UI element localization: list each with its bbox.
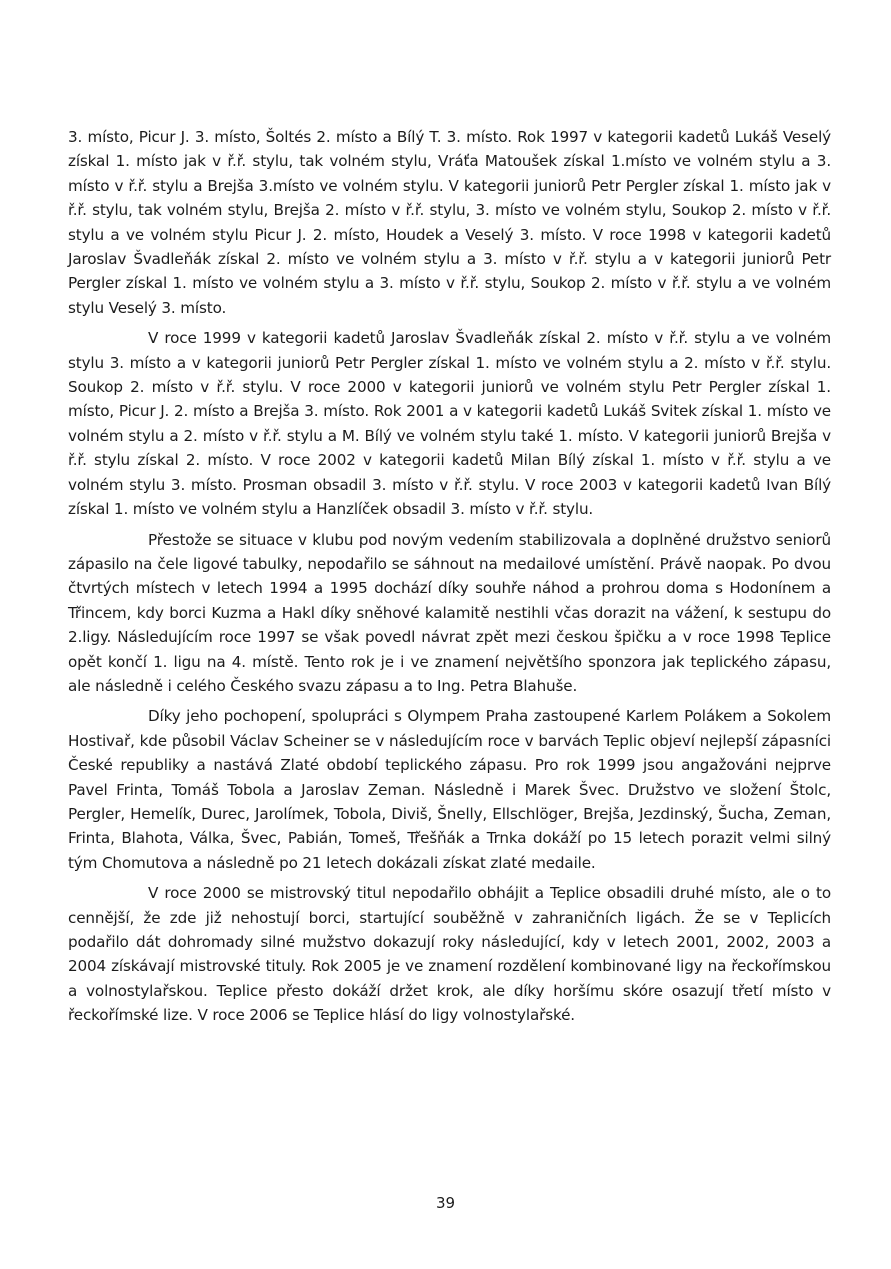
paragraph: 3. místo, Picur J. 3. místo, Šoltés 2. místo a Bílý T. 3. místo. Rok 1997 v kategorii kadetů Lukáš Veselý získal 1. místo jak v ř.ř. stylu, tak volném stylu, Vráťa Matoušek získal 1.místo ve volném stylu a 3. místo v ř.ř. stylu a Brejša 3.místo ve volném stylu. V kategorii juniorů Petr Pergler získal 1. místo jak v ř.ř. stylu, tak volném stylu, Brejša 2. místo v ř.ř. stylu, 3. místo ve volném stylu, Soukop 2. místo v ř.ř. stylu a ve volném stylu Picur J. 2. místo, Houdek a Veselý 3. místo. V roce 1998 v kategorii kadetů Jaroslav Švadleňák získal 2. místo ve volném stylu a 3. místo v ř.ř. stylu a v kategorii juniorů Petr Pergler získal 1. místo ve volném stylu a 3. místo v ř.ř. stylu, Soukop 2. místo v ř.ř. stylu a ve volném stylu Veselý 3. místo. [68,128,831,317]
page-body [68,125,831,1034]
page-number: 39 [435,1194,456,1212]
paragraph: Díky jeho pochopení, spolupráci s Olympem Praha zastoupené Karlem Polákem a Sokolem Hostivař, kde působil Václav Scheiner se v následujícím roce v barvách Teplic objeví nejlepší zápasníci České republiky a nastává Zlaté období teplického zápasu. Pro rok 1999 jsou angažováni nejprve Pavel Frinta, Tomáš Tobola a Jaroslav Zeman. Následně i Marek Švec. Družstvo ve složení Štolc, Pergler, Hemelík, Durec, Jarolímek, Tobola, Diviš, Šnelly, Ellschlöger, Brejša, Jezdinský, Šucha, Zeman, Frinta, Blahota, Válka, Švec, Pabián, Tomeš, Třešňák a Trnka dokáží po 15 letech porazit velmi silný tým Chomutova a následně po 21 letech dokázali získat zlaté medaile. [68,707,831,872]
paragraph: Přestože se situace v klubu pod novým vedením stabilizovala a doplněné družstvo seniorů zápasilo na čele ligové tabulky, nepodařilo se sáhnout na medailové umístění. Právě naopak. Po dvou čtvrtých místech v letech 1994 a 1995 dochází díky souhře náhod a prohrou doma s Hodonínem a Třincem, kdy borci Kuzma a Hakl díky sněhové kalamitě nestihli včas dorazit na vážení, k sestupu do 2.ligy. Následujícím roce 1997 se však povedl návrat zpět mezi českou špičku a v roce 1998 Teplice opět končí 1. ligu na 4. místě. Tento rok je i ve znamení největšího sponzora jak teplického zápasu, ale následně i celého Českého svazu zápasu a to Ing. Petra Blahuše. [68,530,831,695]
paragraph: V roce 2000 se mistrovský titul nepodařilo obhájit a Teplice obsadili druhé místo, ale o to cennější, že zde již nehostují borci, startující souběžně v zahraničních ligách. Že se v Teplicích podařilo dát dohromady silné mužstvo dokazují roky následující, kdy v letech 2001, 2002, 2003 a 2004 získávají mistrovské tituly. Rok 2005 je ve znamení rozdělení kombinované ligy na řeckořímskou a volnostylařskou. Teplice přesto dokáží držet krok, ale díky horšímu skóre osazují třetí místo v řeckořímské lize. V roce 2006 se Teplice hlásí do ligy volnostylařské. [68,884,831,1025]
paragraph: V roce 1999 v kategorii kadetů Jaroslav Švadleňák získal 2. místo v ř.ř. stylu a ve volném stylu 3. místo a v kategorii juniorů Petr Pergler získal 1. místo ve volném stylu a 2. místo v ř.ř. stylu. Soukop 2. místo v ř.ř. stylu. V roce 2000 v kategorii juniorů ve volném stylu Petr Pergler získal 1. místo, Picur J. 2. místo a Brejša 3. místo. Rok 2001 a v kategorii kadetů Lukáš Svitek získal 1. místo ve volném stylu a 2. místo v ř.ř. stylu a M. Bílý ve volném stylu také 1. místo. V kategorii juniorů Brejša v ř.ř. stylu získal 2. místo. V roce 2002 v kategorii kadetů Milan Bílý získal 1. místo v ř.ř. stylu a ve volném stylu 3. místo. Prosman obsadil 3. místo v ř.ř. stylu. V roce 2003 v kategorii kadetů Ivan Bílý získal 1. místo ve volném stylu a Hanzlíček obsadil 3. místo v ř.ř. stylu. [68,329,831,519]
